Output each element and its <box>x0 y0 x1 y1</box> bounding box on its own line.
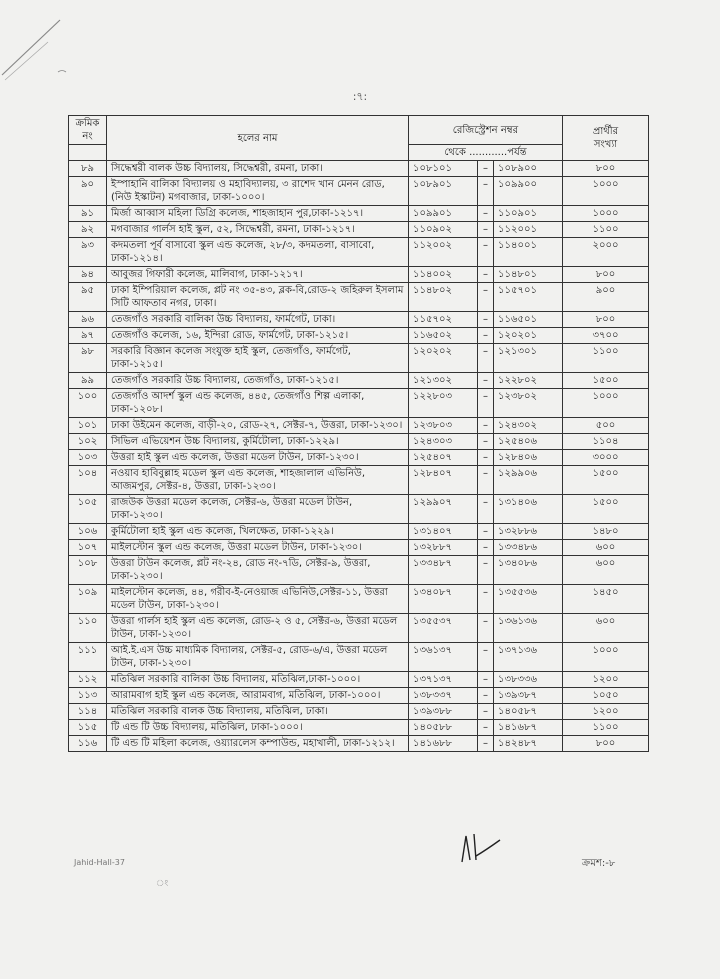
hall-name-cell: মির্জা আব্বাস মহিলা ডিগ্রি কলেজ, শাহজাহান পুর,ঢাকা-১২১৭। <box>107 206 409 222</box>
reg-to-cell: ১১৫৭০১ <box>494 283 563 312</box>
reg-to-cell: ১২৯৯০৬ <box>494 466 563 495</box>
candidate-count-cell: ৮০০ <box>563 161 649 177</box>
reg-dash-cell: – <box>478 524 494 540</box>
hall-name-cell: সিভিল এভিয়েশন উচ্চ বিদ্যালয়, কুর্মিটোলা, ঢাকা-১২২৯। <box>107 434 409 450</box>
hall-name-cell: আবুজর গিফারী কলেজ, মালিবাগ, ঢাকা-১২১৭। <box>107 267 409 283</box>
candidate-count-cell: ১২০০ <box>563 704 649 720</box>
reg-from-cell: ১৪০৫৮৮ <box>409 720 478 736</box>
candidate-count-cell: ১০০০ <box>563 206 649 222</box>
table-row <box>69 283 649 312</box>
reg-dash-cell: – <box>478 328 494 344</box>
reg-dash-cell: – <box>478 643 494 672</box>
table-row <box>69 736 649 752</box>
candidate-count-cell: ১৫০০ <box>563 495 649 524</box>
candidate-count-cell: ১০০০ <box>563 389 649 418</box>
reg-dash-cell: – <box>478 720 494 736</box>
reg-from-cell: ১২৫৪০৭ <box>409 450 478 466</box>
serial-cell: ৯৮ <box>69 344 107 373</box>
candidate-count-cell: ১১০০ <box>563 720 649 736</box>
hall-name-cell: নওয়াব হাবিবুল্লাহ মডেল স্কুল এন্ড কলেজ, শাহজালাল এভিনিউ, আজমপুর, সেক্টর-৪, উত্তরা, ঢাকা-১২৩০। <box>107 466 409 495</box>
candidate-count-cell: ৩৭০০ <box>563 328 649 344</box>
reg-to-cell: ১২৫৪০৬ <box>494 434 563 450</box>
range-header: থেকে ............পর্যন্ত <box>409 145 563 161</box>
hall-name-cell: মাইলস্টোন কলেজ, ৪৪, গরীব-ই-নেওয়াজ এভিনিউ,সেক্টর-১১, উত্তরা মডেল টাউন, ঢাকা-১২৩০। <box>107 585 409 614</box>
serial-cell: ১০২ <box>69 434 107 450</box>
reg-from-cell: ১২০২০২ <box>409 344 478 373</box>
page-number: :৭: <box>352 90 368 103</box>
serial-cell: ১০৫ <box>69 495 107 524</box>
candidate-count-cell: ১৫০০ <box>563 373 649 389</box>
reg-to-cell: ১৩৪০৮৬ <box>494 556 563 585</box>
hall-name-cell: ঢাকা ইম্পিরিয়াল কলেজ, প্লট নং ৩৫-৪৩, ব্লক-বি,রোড-২ জহিরুল ইসলাম সিটি আফতাব নগর, ঢাকা। <box>107 283 409 312</box>
header-row-1 <box>69 116 649 145</box>
table-body <box>69 161 649 752</box>
serial-cell: ১১০ <box>69 614 107 643</box>
hall-name-cell: উত্তরা গার্লস হাই স্কুল এন্ড কলেজ, রোড-২ ও ৫, সেক্টর-৬, উত্তরা মডেল টাউন, ঢাকা-১২৩০। <box>107 614 409 643</box>
reg-dash-cell: – <box>478 177 494 206</box>
reg-to-cell: ১৩৭১৩৬ <box>494 643 563 672</box>
hall-name-cell: মতিঝিল সরকারি বালক উচ্চ বিদ্যালয়, মতিঝিল, ঢাকা। <box>107 704 409 720</box>
table-row <box>69 585 649 614</box>
table-row <box>69 720 649 736</box>
reg-dash-cell: – <box>478 672 494 688</box>
table-row <box>69 540 649 556</box>
serial-cell: ৯৬ <box>69 312 107 328</box>
reg-to-cell: ১০৯৯০০ <box>494 177 563 206</box>
reg-to-cell: ১৪২৪৮৭ <box>494 736 563 752</box>
reg-dash-cell: – <box>478 434 494 450</box>
serial-cell: ১১৬ <box>69 736 107 752</box>
reg-from-cell: ১৪১৬৮৮ <box>409 736 478 752</box>
candidate-count-cell: ১০০০ <box>563 177 649 206</box>
hall-name-cell: টি এন্ড টি উচ্চ বিদ্যালয়, মতিঝিল, ঢাকা-১০০০। <box>107 720 409 736</box>
candidate-count-cell: ১৪৮০ <box>563 524 649 540</box>
reg-from-cell: ১৩৩৪৮৭ <box>409 556 478 585</box>
table-row <box>69 704 649 720</box>
candidate-count-cell: ৬০০ <box>563 614 649 643</box>
reg-from-cell: ১১৬৫০২ <box>409 328 478 344</box>
reg-dash-cell: – <box>478 344 494 373</box>
reg-from-cell: ১৩৯৩৮৮ <box>409 704 478 720</box>
reg-dash-cell: – <box>478 312 494 328</box>
serial-cell: ১০৮ <box>69 556 107 585</box>
reg-dash-cell: – <box>478 389 494 418</box>
table-row <box>69 450 649 466</box>
hall-name-cell: কদমতলা পূর্ব বাসাবো স্কুল এন্ড কলেজ, ২৮/৩, কদমতলা, বাসাবো, ঢাকা-১২১৪। <box>107 238 409 267</box>
candidate-count-cell: ১২০০ <box>563 672 649 688</box>
serial-cell: ৯০ <box>69 177 107 206</box>
hall-name-cell: রাজউক উত্তরা মডেল কলেজ, সেক্টর-৬, উত্তরা মডেল টাউন, ঢাকা-১২৩০। <box>107 495 409 524</box>
table-row <box>69 672 649 688</box>
reg-from-cell: ১১৪০০২ <box>409 267 478 283</box>
reg-from-cell: ১২২৮০৩ <box>409 389 478 418</box>
candidate-count-cell: ৮০০ <box>563 267 649 283</box>
reg-dash-cell: – <box>478 283 494 312</box>
reg-dash-cell: – <box>478 540 494 556</box>
reg-dash-cell: – <box>478 614 494 643</box>
serial-cell: ৯৯ <box>69 373 107 389</box>
reg-dash-cell: – <box>478 267 494 283</box>
serial-cell: ১১১ <box>69 643 107 672</box>
serial-cell: ১১৫ <box>69 720 107 736</box>
serial-header-blank <box>69 145 107 161</box>
reg-to-cell: ১১০৯০১ <box>494 206 563 222</box>
hall-name-cell: মতিঝিল সরকারি বালিকা উচ্চ বিদ্যালয়, মতিঝিল,ঢাকা-১০০০। <box>107 672 409 688</box>
reg-to-cell: ১১২০০১ <box>494 222 563 238</box>
hall-name-cell: মগবাজার গার্লস হাই স্কুল, ৫২, সিদ্ধেশ্বরী, রমনা, ঢাকা-১২১৭। <box>107 222 409 238</box>
candidate-count-cell: ৩০০০ <box>563 450 649 466</box>
serial-cell: ১০৭ <box>69 540 107 556</box>
reg-to-cell: ১১৪০০১ <box>494 238 563 267</box>
reg-dash-cell: – <box>478 466 494 495</box>
table-row <box>69 688 649 704</box>
reg-to-cell: ১৩২৮৮৬ <box>494 524 563 540</box>
reg-from-cell: ১২৯৯০৭ <box>409 495 478 524</box>
reg-to-cell: ১০৮৯০০ <box>494 161 563 177</box>
serial-cell: ৯৩ <box>69 238 107 267</box>
hall-name-cell: আরামবাগ হাই স্কুল এন্ড কলেজ, আরামবাগ, মতিঝিল, ঢাকা-১০০০। <box>107 688 409 704</box>
serial-cell: ১০৩ <box>69 450 107 466</box>
continued-note: ক্রমশ:-৮ <box>582 858 616 869</box>
serial-cell: ১০০ <box>69 389 107 418</box>
candidate-count-cell: ২০০০ <box>563 238 649 267</box>
reg-from-cell: ১৩৬১৩৭ <box>409 643 478 672</box>
hall-name-cell: উত্তরা হাই স্কুল এন্ড কলেজ, উত্তরা মডেল টাউন, ঢাকা-১২৩০। <box>107 450 409 466</box>
serial-header: ক্রমিক নং <box>69 116 107 145</box>
reg-from-cell: ১২৮৪০৭ <box>409 466 478 495</box>
corner-pen-mark <box>0 0 90 90</box>
table-row <box>69 344 649 373</box>
hall-name-cell: সিদ্ধেশ্বরী বালক উচ্চ বিদ্যালয়, সিদ্ধেশ্বরী, রমনা, ঢাকা। <box>107 161 409 177</box>
serial-cell: ১০১ <box>69 418 107 434</box>
reg-to-cell: ১১৬৫০১ <box>494 312 563 328</box>
hall-name-cell: টি এন্ড টি মহিলা কলেজ, ওয়্যারলেস কম্পাউন্ড, মহাখালী, ঢাকা-১২১২। <box>107 736 409 752</box>
reg-dash-cell: – <box>478 161 494 177</box>
reg-dash-cell: – <box>478 238 494 267</box>
reg-from-cell: ১০৯৯০১ <box>409 206 478 222</box>
reg-to-cell: ১৩৯৩৮৭ <box>494 688 563 704</box>
hall-name-cell: আই.ই.এস উচ্চ মাধ্যমিক বিদ্যালয়, সেক্টর-৫, রোড-৬/এ, উত্তরা মডেল টাউন, ঢাকা-১২৩০। <box>107 643 409 672</box>
serial-cell: ৮৯ <box>69 161 107 177</box>
table-row <box>69 434 649 450</box>
footer-label: Jahid-Hall-37 <box>74 858 125 867</box>
reg-to-cell: ১২০২০১ <box>494 328 563 344</box>
serial-cell: ৯৪ <box>69 267 107 283</box>
candidate-count-cell: ১১০০ <box>563 344 649 373</box>
reg-to-cell: ১৩৩৪৮৬ <box>494 540 563 556</box>
reg-dash-cell: – <box>478 450 494 466</box>
serial-cell: ১০৪ <box>69 466 107 495</box>
reg-to-cell: ১২১৩০১ <box>494 344 563 373</box>
reg-to-cell: ১৩৫৫৩৬ <box>494 585 563 614</box>
reg-to-cell: ১২৮৪০৬ <box>494 450 563 466</box>
reg-dash-cell: – <box>478 556 494 585</box>
candidate-count-cell: ১১০৪ <box>563 434 649 450</box>
table-row <box>69 466 649 495</box>
reg-from-cell: ১৩৭১৩৭ <box>409 672 478 688</box>
candidates-header: প্রার্থীর সংখ্যা <box>563 116 649 161</box>
candidate-count-cell: ৮০০ <box>563 312 649 328</box>
hall-name-cell: তেজগাঁও সরকারি বালিকা উচ্চ বিদ্যালয়, ফার্মগেট, ঢাকা। <box>107 312 409 328</box>
candidate-count-cell: ১০০০ <box>563 643 649 672</box>
reg-dash-cell: – <box>478 418 494 434</box>
table-row <box>69 614 649 643</box>
reg-to-cell: ১৪০৫৮৭ <box>494 704 563 720</box>
reg-from-cell: ১৩৫৫৩৭ <box>409 614 478 643</box>
reg-from-cell: ১৩৮৩৩৭ <box>409 688 478 704</box>
table-row <box>69 495 649 524</box>
reg-from-cell: ১৩১৪০৭ <box>409 524 478 540</box>
reg-to-cell: ১৩৮৩৩৬ <box>494 672 563 688</box>
reg-from-cell: ১১৫৭০২ <box>409 312 478 328</box>
serial-cell: ১১২ <box>69 672 107 688</box>
reg-from-cell: ১২১৩০২ <box>409 373 478 389</box>
serial-cell: ১০৯ <box>69 585 107 614</box>
candidate-count-cell: ১০৫০ <box>563 688 649 704</box>
reg-from-cell: ১২৩৮০৩ <box>409 418 478 434</box>
hall-name-cell: তেজগাঁও কলেজ, ১৬, ইন্দিরা রোড, ফার্মগেট, ঢাকা-১২১৫। <box>107 328 409 344</box>
hall-name-header: হলের নাম <box>107 116 409 161</box>
serial-cell: ৯১ <box>69 206 107 222</box>
serial-cell: ৯৭ <box>69 328 107 344</box>
table-row <box>69 373 649 389</box>
reg-to-cell: ১৩১৪০৬ <box>494 495 563 524</box>
serial-cell: ১১৪ <box>69 704 107 720</box>
table-row <box>69 177 649 206</box>
table-row <box>69 238 649 267</box>
serial-cell: ১০৬ <box>69 524 107 540</box>
table-row <box>69 222 649 238</box>
reg-dash-cell: – <box>478 704 494 720</box>
hall-name-cell: তেজগাঁও সরকারি উচ্চ বিদ্যালয়, তেজগাঁও, ঢাকা-১২১৫। <box>107 373 409 389</box>
hall-name-cell: সরকারি বিজ্ঞান কলেজ সংযুক্ত হাই স্কুল, তেজগাঁও, ফার্মগেট, ঢাকা-১২১৫। <box>107 344 409 373</box>
reg-from-cell: ১০৮৯০১ <box>409 177 478 206</box>
candidate-count-cell: ৬০০ <box>563 540 649 556</box>
table-row <box>69 643 649 672</box>
reg-from-cell: ১৩২৮৮৭ <box>409 540 478 556</box>
table-row <box>69 418 649 434</box>
hall-name-cell: তেজগাঁও আদর্শ স্কুল এন্ড কলেজ, ৪৪৫, তেজগাঁও শিল্প এলাকা, ঢাকা-১২০৮। <box>107 389 409 418</box>
exam-hall-table <box>68 115 649 752</box>
registration-header: রেজিস্ট্রেশন নম্বর <box>409 116 563 145</box>
table-row <box>69 556 649 585</box>
candidate-count-cell: ৯০০ <box>563 283 649 312</box>
candidate-count-cell: ৮০০ <box>563 736 649 752</box>
serial-cell: ১১৩ <box>69 688 107 704</box>
reg-dash-cell: – <box>478 585 494 614</box>
reg-from-cell: ১১২০০২ <box>409 238 478 267</box>
reg-to-cell: ১১৪৮০১ <box>494 267 563 283</box>
table-row <box>69 312 649 328</box>
table-row <box>69 389 649 418</box>
table-row <box>69 524 649 540</box>
reg-to-cell: ১২৪৩০২ <box>494 418 563 434</box>
signature <box>452 828 512 868</box>
serial-cell: ৯২ <box>69 222 107 238</box>
candidate-count-cell: ৫০০ <box>563 418 649 434</box>
candidate-count-cell: ১৪৫০ <box>563 585 649 614</box>
reg-from-cell: ১২৪৩০৩ <box>409 434 478 450</box>
candidate-count-cell: ৬০০ <box>563 556 649 585</box>
hall-name-cell: মাইলস্টোন স্কুল এন্ড কলেজ, উত্তরা মডেল টাউন, ঢাকা-১২৩০। <box>107 540 409 556</box>
hall-name-cell: ইস্পাহানি বালিকা বিদ্যালয় ও মহাবিদ্যালয়, ৩ রাশেদ খান মেনন রোড, (নিউ ইস্কাটন) মগবাজার, ঢাকা-১০০০। <box>107 177 409 206</box>
table-row <box>69 206 649 222</box>
reg-from-cell: ১১০৯০২ <box>409 222 478 238</box>
reg-dash-cell: – <box>478 222 494 238</box>
reg-dash-cell: – <box>478 373 494 389</box>
reg-dash-cell: – <box>478 495 494 524</box>
hall-name-cell: কুর্মিটোলা হাই স্কুল এন্ড কলেজ, খিলক্ষেত, ঢাকা-১২২৯। <box>107 524 409 540</box>
table-row <box>69 161 649 177</box>
reg-to-cell: ১৪১৬৮৭ <box>494 720 563 736</box>
candidate-count-cell: ১১০০ <box>563 222 649 238</box>
reg-to-cell: ১২৩৮০২ <box>494 389 563 418</box>
reg-to-cell: ১৩৬১৩৬ <box>494 614 563 643</box>
serial-cell: ৯৫ <box>69 283 107 312</box>
reg-to-cell: ১২২৮০২ <box>494 373 563 389</box>
stray-mark: ং <box>156 879 169 889</box>
reg-dash-cell: – <box>478 688 494 704</box>
reg-dash-cell: – <box>478 736 494 752</box>
reg-from-cell: ১৩৪০৮৭ <box>409 585 478 614</box>
reg-dash-cell: – <box>478 206 494 222</box>
reg-from-cell: ১১৪৮০২ <box>409 283 478 312</box>
hall-name-cell: ঢাকা উইমেন কলেজ, বাড়ী-২০, রোড-২৭, সেক্টর-৭, উত্তরা, ঢাকা-১২৩০। <box>107 418 409 434</box>
candidate-count-cell: ১৫০০ <box>563 466 649 495</box>
hall-name-cell: উত্তরা টাউন কলেজ, প্লট নং-২৪, রোড নং-৭ডি, সেক্টর-৯, উত্তরা, ঢাকা-১২৩০। <box>107 556 409 585</box>
reg-from-cell: ১০৮১০১ <box>409 161 478 177</box>
table-row <box>69 267 649 283</box>
table-row <box>69 328 649 344</box>
